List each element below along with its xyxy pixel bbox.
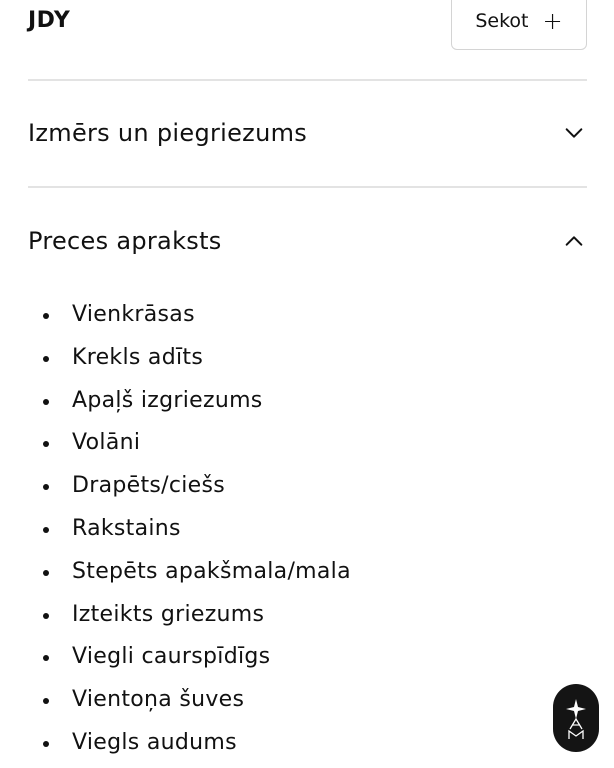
list-item-text: Krekls adīts xyxy=(72,344,204,370)
description-list xyxy=(0,294,560,765)
product-description-title: Preces apraksts xyxy=(28,227,222,255)
list-item xyxy=(0,380,560,423)
bullet xyxy=(43,741,49,747)
plus-icon: + xyxy=(542,7,563,35)
follow-button[interactable] xyxy=(451,0,587,50)
list-item-text: Apaļš izgriezums xyxy=(72,387,263,413)
list-item-text: Volāni xyxy=(72,430,141,456)
bullet xyxy=(43,356,49,362)
brand-name[interactable]: JDY xyxy=(28,8,71,33)
size-and-fit-title: Izmērs un piegriezums xyxy=(28,119,308,147)
bullet xyxy=(43,313,49,319)
follow-label: Sekot xyxy=(475,10,529,32)
size-and-fit-accordion[interactable] xyxy=(28,103,587,163)
bullet xyxy=(43,484,49,490)
list-item xyxy=(0,422,560,465)
list-item-text: Viegls audums xyxy=(72,729,237,755)
list-item xyxy=(0,465,560,508)
chevron-down-icon xyxy=(563,122,585,144)
list-item-text: Vienkrāsas xyxy=(72,302,195,327)
bullet xyxy=(43,655,49,661)
list-item-text: Rakstains xyxy=(72,515,181,541)
assistant-logo-icon xyxy=(561,695,591,741)
bullet xyxy=(43,613,49,619)
product-description-accordion[interactable] xyxy=(28,211,587,271)
list-item xyxy=(0,722,560,765)
list-item-text: Izteikts griezums xyxy=(72,601,265,627)
bullet xyxy=(43,570,49,576)
list-item xyxy=(0,508,560,551)
brand-header xyxy=(28,0,587,79)
bullet xyxy=(43,698,49,704)
list-item-text: Vientoņa šuves xyxy=(72,687,245,713)
list-item-text: Viegli caurspīdīgs xyxy=(72,644,271,670)
list-item xyxy=(0,679,560,722)
assistant-button[interactable] xyxy=(553,684,599,752)
bullet xyxy=(43,527,49,533)
list-item-text: Drapēts/ciešs xyxy=(72,473,226,499)
list-item-text: Stepēts apakšmala/mala xyxy=(72,558,351,584)
bullet xyxy=(43,441,49,447)
list-item xyxy=(0,636,560,679)
list-item xyxy=(0,294,560,337)
list-item xyxy=(0,594,560,637)
bullet xyxy=(43,399,49,405)
divider xyxy=(28,79,587,81)
list-item xyxy=(0,337,560,380)
list-item xyxy=(0,551,560,594)
divider xyxy=(28,186,587,188)
chevron-up-icon xyxy=(563,230,585,252)
